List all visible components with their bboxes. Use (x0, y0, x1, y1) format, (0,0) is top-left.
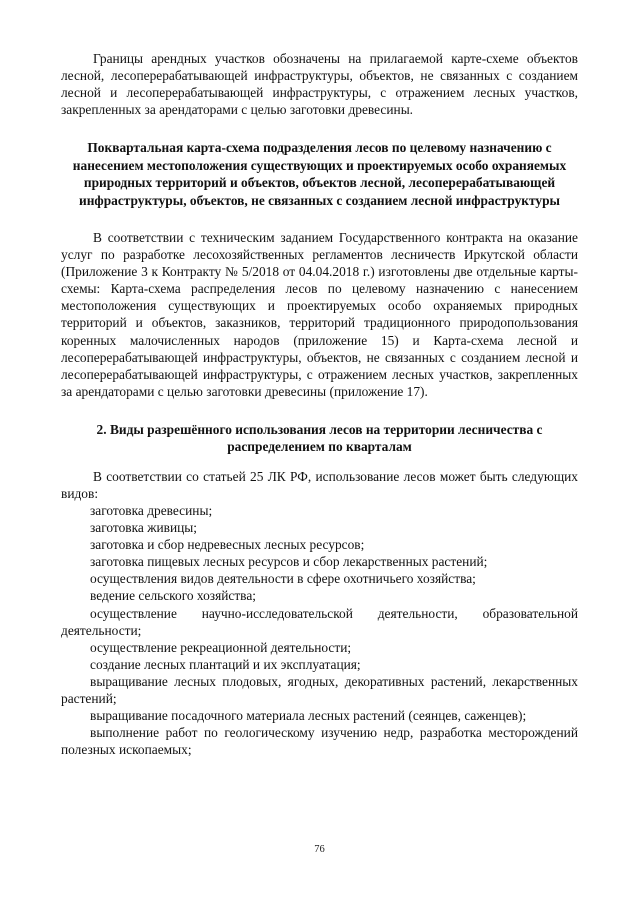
spacer (61, 118, 578, 139)
page-content (61, 50, 578, 758)
forest-use-list (61, 502, 578, 758)
list-item: осуществление рекреационной деятельности; (90, 639, 352, 655)
list-item: ведение сельского хозяйства; (90, 588, 256, 604)
list-item: заготовка древесины; (90, 502, 213, 518)
list-item: выращивание лесных плодовых, ягодных, декоративных растений, лекарственных растений; (61, 673, 578, 706)
paragraph-lease-boundaries: Границы арендных участков обозначены на прилагаемой карте-схеме объектов лесной, лесоперерабатывающей инфраструктуры, объектов, не связанных с созданием лесной и лесоперерабатывающей инфраструктуры, с отражением лесных участков, закрепленных за арендаторами с целью заготовки древесины. (61, 51, 578, 118)
list-item: заготовка пищевых лесных ресурсов и сбор лекарственных растений; (90, 554, 488, 570)
list-item: выполнение работ по геологическому изучению недр, разработка месторождений полезных ископаемых; (61, 725, 578, 758)
list-item: заготовка живицы; (90, 520, 197, 536)
list-item: заготовка и сбор недревесных лесных ресурсов; (90, 537, 365, 553)
section-2-heading: 2. Виды разрешённого использования лесов на территории лесничества с распределением по кварталам (96, 421, 543, 455)
list-item: осуществление научно-исследовательской деятельности, образовательной деятельности; (61, 605, 578, 638)
map-scheme-heading: Поквартальная карта-схема подразделения лесов по целевому назначению с нанесением местоположения существующих и проектируемых особо охраняемых природных территорий и объектов, объектов лесной, лесоперерабатывающей инфраструктуры, объектов, не связанных с созданием лесной инфраструктуры (72, 140, 567, 208)
forest-use-intro: В соответствии со статьей 25 ЛК РФ, использование лесов может быть следующих видов: (61, 468, 578, 501)
list-item: создание лесных плантаций и их эксплуатация; (90, 656, 361, 672)
page-number: 76 (314, 844, 325, 855)
list-item: осуществления видов деятельности в сфере охотничьего хозяйства; (90, 571, 476, 587)
list-item: выращивание посадочного материала лесных растений (сеянцев, саженцев); (90, 708, 527, 724)
spacer (61, 209, 578, 229)
spacer (61, 400, 578, 421)
spacer (61, 456, 578, 468)
paragraph-technical-assignment: В соответствии с техническим заданием Государственного контракта на оказание услуг по разработке лесохозяйственных регламентов лесничеств Иркутской области (Приложение 3 к Контракту № 5/2018 от 04.04.2018 г.) изготовлены две отдельные карты-схемы: Карта-схема распределения лесов по целевому назначению с нанесением местоположения существующих и проектируемых особо охраняемых природных территорий и объектов, заказников, территорий традиционного природопользования коренных малочисленных народов (приложение 15) и Карта-схема лесной и лесоперерабатывающей инфраструктуры, объектов, не связанных с созданием лесной и лесоперерабатывающей инфраструктуры, с отражением лесных участков, закрепленных за арендаторами с целью заготовки древесины (приложение 17). (61, 230, 578, 399)
